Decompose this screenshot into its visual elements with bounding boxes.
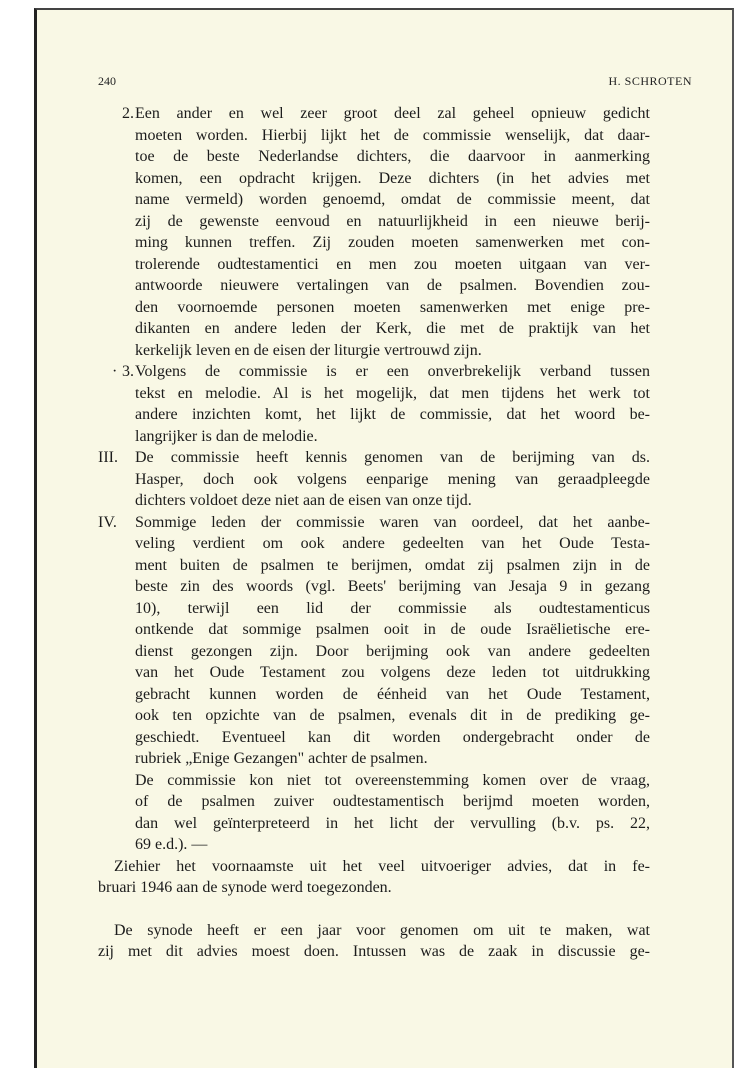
- text-line: De commissie heeft kennis genomen van de berijming van ds.: [135, 449, 650, 466]
- text-line: dan wel geïnterpreteerd in het licht der vervulling (b.v. ps. 22,: [135, 814, 650, 832]
- text-line: beste zin des woords (vgl. Beets' berijming van Jesaja 9 in gezang: [135, 578, 650, 595]
- paragraph: [98, 856, 650, 899]
- text-line: veling verdient om ook andere gedeelten van het Oude Testa-: [135, 535, 650, 552]
- paragraph: [98, 920, 650, 963]
- text-line: dichters voldoet deze niet aan de eisen van onze tijd.: [135, 492, 472, 509]
- list-item-iii: [98, 447, 650, 512]
- text-line: ontkende dat sommige psalmen ooit in de oude Israëlietische ere-: [135, 621, 650, 638]
- margin-mark: ·: [112, 363, 118, 380]
- text-line: name vermeld) worden genoemd, omdat de commissie meent, dat: [135, 191, 650, 208]
- list-item-iv-continued: [98, 770, 650, 856]
- text-line: zij de gewenste eenvoud en natuurlijkheid in een nieuwe berij-: [135, 212, 650, 230]
- text-line: andere inzichten komt, het lijkt de commissie, dat het woord be-: [135, 406, 650, 423]
- text-line: antwoorde nieuwere vertalingen van de psalmen. Bovendien zou-: [135, 277, 650, 294]
- text-line: Ziehier het voornaamste uit het veel uitvoeriger advies, dat in fe-: [114, 857, 650, 875]
- text-line: trolerende oudtestamentici en men zou moeten uitgaan van ver-: [135, 255, 650, 273]
- text-line: toe de beste Nederlandse dichters, die daarvoor in aanmerking: [135, 148, 650, 165]
- text-line: Volgens de commissie is er een onverbrekelijk verband tussen: [135, 363, 650, 380]
- running-author: H. SCHROTEN: [608, 74, 692, 88]
- text-line: De synode heeft er een jaar voor genomen om uit te maken, wat: [114, 921, 650, 939]
- text-line: ment buiten de psalmen te berijmen, omdat zij psalmen zijn in de: [135, 556, 650, 574]
- text-line: langrijker is dan de melodie.: [135, 427, 318, 445]
- list-marker: 2.: [122, 105, 134, 122]
- text-line: dienst gezongen zijn. Door berijming ook van andere gedeelten: [135, 642, 650, 660]
- text-line: ming kunnen treffen. Zij zouden moeten samenwerken met con-: [135, 234, 650, 251]
- text-line: De commissie kon niet tot overeenstemming komen over de vraag,: [135, 771, 650, 789]
- list-marker: IV.: [98, 513, 117, 531]
- text-line: ook ten opzichte van de psalmen, evenals dit in de prediking ge-: [135, 707, 650, 724]
- list-item-2: [98, 103, 650, 361]
- text-line: Sommige leden der commissie waren van oordeel, dat het aanbe-: [135, 513, 650, 531]
- text-line: rubriek „Enige Gezangen" achter de psalmen.: [135, 750, 428, 767]
- text-line: of de psalmen zuiver oudtestamentisch berijmd moeten worden,: [135, 793, 650, 810]
- text-line: zij met dit advies moest doen. Intussen was de zaak in discussie ge-: [98, 943, 650, 960]
- list-item-3: [98, 361, 650, 447]
- text-line: geschiedt. Eventueel kan dit worden ondergebracht onder de: [135, 728, 650, 746]
- page-body: [98, 103, 650, 963]
- paragraph-gap: [98, 899, 650, 920]
- text-line: tekst en melodie. Al is het mogelijk, dat men tijdens het werk tot: [135, 384, 650, 402]
- text-line: 69 e.d.). —: [135, 836, 208, 853]
- text-line: 10), terwijl een lid der commissie als oudtestamenticus: [135, 599, 650, 617]
- text-line: Hasper, doch ook volgens eenparige mening van geraadpleegde: [135, 470, 650, 488]
- list-marker: 3.: [122, 363, 134, 380]
- text-line: Een ander en wel zeer groot deel zal geheel opnieuw gedicht: [135, 105, 650, 122]
- text-line: bruari 1946 aan de synode werd toegezonden.: [98, 879, 392, 896]
- page-number: 240: [98, 74, 116, 88]
- list-marker: III.: [98, 449, 118, 466]
- list-item-iv: [98, 512, 650, 770]
- text-line: den voornoemde personen moeten samenwerken met enige pre-: [135, 298, 650, 316]
- text-line: gebracht kunnen worden de éénheid van het Oude Testament,: [135, 685, 650, 703]
- text-line: kerkelijk leven en de eisen der liturgie vertrouwd zijn.: [135, 341, 482, 359]
- text-line: komen, een opdracht krijgen. Deze dichters (in het advies met: [135, 169, 650, 187]
- text-line: dikanten en andere leden der Kerk, die met de praktijk van het: [135, 320, 650, 337]
- text-line: van het Oude Testament zou volgens deze leden tot uitdrukking: [135, 664, 650, 681]
- text-line: moeten worden. Hierbij lijkt het de commissie wenselijk, dat daar-: [135, 126, 650, 144]
